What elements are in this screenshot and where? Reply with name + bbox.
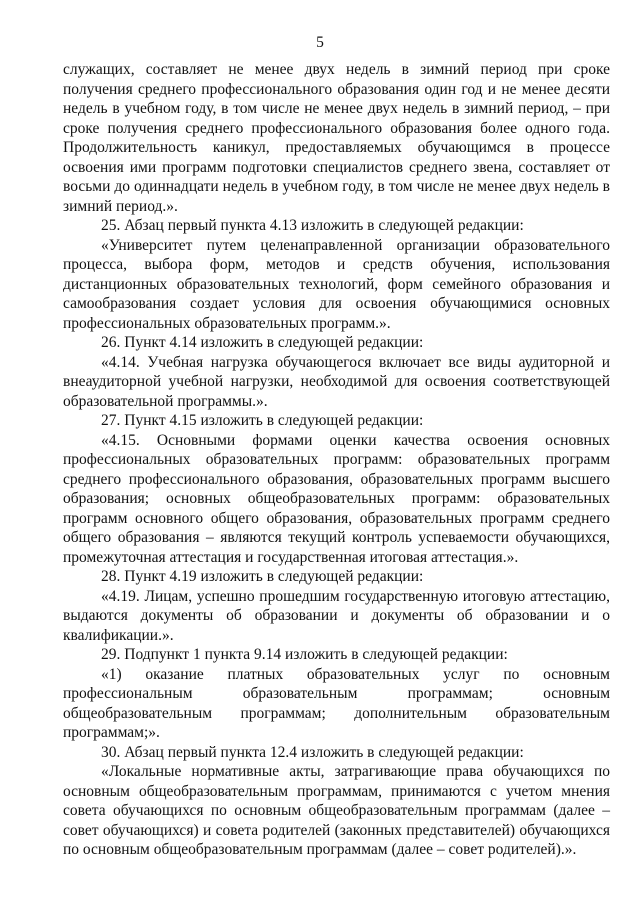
amendment-text-30: «Локальные нормативные акты, затрагивающие права обучающихся по основным общеобразовательным программам, принимаются с учетом мнения совета обучающихся по основным общеобразовательным программам (далее – совет обучающихся) и совета родителей (законных представителей) обучающихся по основным общеобразовательным программам (далее – совет родителей).». xyxy=(63,763,610,858)
amendment-text-28: «4.19. Лицам, успешно прошедшим государственную итоговую аттестацию, выдаются документы об образовании и документы об образовании и о квалификации.». xyxy=(63,587,610,644)
page-number: 5 xyxy=(316,34,324,51)
amendment-text-25: «Университет путем целенаправленной организации образовательного процесса, выбора форм, методов и средств обучения, использования дистанционных образовательных технологий, форм семейного образования и самообразования создает условия для освоения обучающимися основных профессиональных образовательных программ.». xyxy=(63,236,610,332)
paragraph-continuation: служащих, составляет не менее двух недель в зимний период при сроке получения среднего профессионального образования один год и не менее десяти недель в учебном году, в том числе не менее двух недель в зимний период, – при сроке получения среднего профессионального образования более одного года. Продолжительность каникул, предоставляемых обучающимся в процессе освоения ими программ подготовки специалистов среднего звена, составляет от восьми до одиннадцати недель в учебном году, в том числе не менее двух недель в зимний период.». xyxy=(63,61,610,215)
amendment-heading-27: 27. Пункт 4.15 изложить в следующей редакции: xyxy=(101,412,424,429)
amendment-heading-25: 25. Абзац первый пункта 4.13 изложить в следующей редакции: xyxy=(101,217,524,234)
amendment-text-27: «4.15. Основными формами оценки качества освоения основных профессиональных образовательных программ: образовательных программ среднего профессионального образования, образовательных программ высшего образования; основных общеобразовательных программ: образовательных программ основного общего образования, образовательных программ среднего общего образования – являются текущий контроль успеваемости обучающихся, промежуточная аттестация и государственная итоговая аттестация.». xyxy=(63,431,610,566)
amendment-heading-26: 26. Пункт 4.14 изложить в следующей редакции: xyxy=(101,334,424,351)
amendment-text-29: «1) оказание платных образовательных услуг по основным профессиональным образовательным программам; основным общеобразовательным программам; дополнительным образовательным программам;». xyxy=(63,665,610,741)
amendment-heading-28: 28. Пункт 4.19 изложить в следующей редакции: xyxy=(101,568,424,585)
amendment-heading-30: 30. Абзац первый пункта 12.4 изложить в следующей редакции: xyxy=(101,743,524,761)
document-body xyxy=(63,60,610,860)
amendment-heading-29: 29. Подпункт 1 пункта 9.14 изложить в следующей редакции: xyxy=(101,646,508,663)
amendment-text-26: «4.14. Учебная нагрузка обучающегося включает все виды аудиторной и внеаудиторной учебной нагрузки, необходимой для освоения соответствующей образовательной программы.». xyxy=(63,353,610,410)
